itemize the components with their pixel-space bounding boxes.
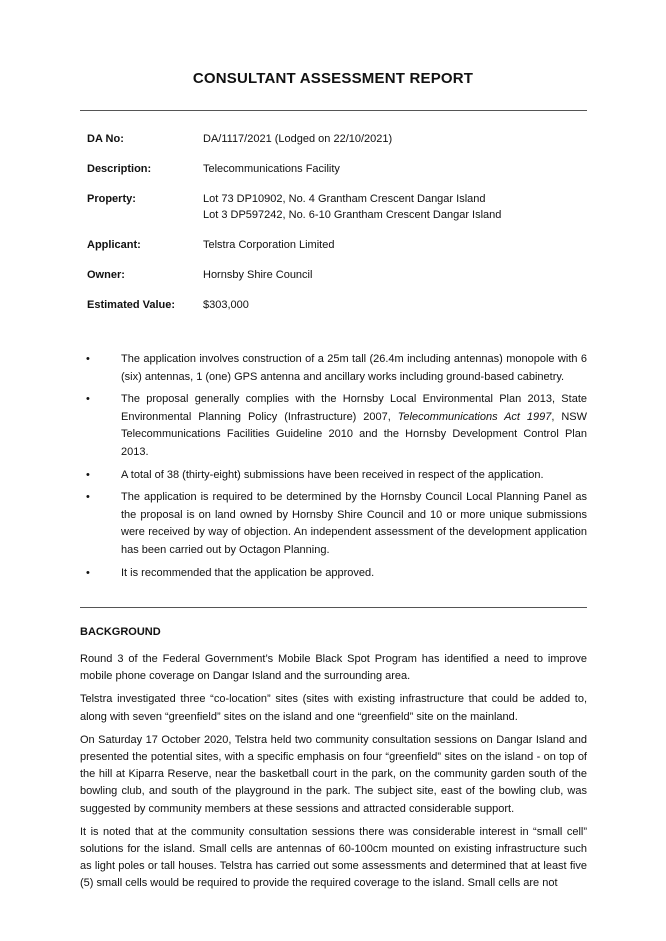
summary-item	[80, 351, 587, 386]
detail-row	[87, 297, 567, 313]
detail-value-line: Telstra Corporation Limited	[203, 239, 335, 251]
detail-row	[87, 267, 567, 283]
detail-label: DA No:	[87, 133, 124, 145]
detail-value	[203, 131, 567, 147]
background-paragraph: On Saturday 17 October 2020, Telstra held two community consultation sessions on Dangar Island and presented the potential sites, with a specific emphasis on four “greenfield” sites on the island - on top of the hill at Kiparra Reserve, near the basketball court in the park, on the community garden south of the bowling club, and south of the playground in the park. The subject site, east of the bowling club, was suggested by community members at these sessions and attracted considerable support.	[80, 733, 587, 815]
background-heading: BACKGROUND	[80, 626, 161, 638]
background-paragraph: Round 3 of the Federal Government’s Mobile Black Spot Program has identified a need to improve mobile phone coverage on Dangar Island and the surrounding area.	[80, 653, 587, 683]
summary-item	[80, 391, 587, 461]
top-divider	[80, 110, 587, 111]
detail-value-line: Telecommunications Facility	[203, 163, 340, 175]
detail-label: Property:	[87, 193, 136, 205]
detail-row	[87, 191, 567, 223]
detail-label: Applicant:	[87, 239, 141, 251]
detail-value-line: Lot 73 DP10902, No. 4 Grantham Crescent Dangar Island	[203, 193, 486, 205]
detail-value	[203, 267, 567, 283]
detail-label: Owner:	[87, 269, 125, 281]
summary-item-text: It is recommended that the application be approved.	[121, 566, 375, 579]
detail-value-line: Hornsby Shire Council	[203, 269, 313, 281]
bullet-icon: •	[86, 468, 90, 481]
summary-item-italic-text: Telecommunications Act 1997	[397, 410, 552, 423]
background-paragraph: Telstra investigated three “co-location” sites (sites with existing infrastructure that could be added to, along with seven “greenfield” sites on the island and one “greenfield” site on the mainland.	[80, 693, 587, 723]
detail-value	[203, 297, 567, 313]
summary-item-text: The application is required to be determined by the Hornsby Council Local Planning Panel as the proposal is on land owned by Hornsby Shire Council and 10 or more unique submissions were received by way of objection. An independent assessment of the development application has been carried out by Octagon Planning.	[121, 491, 587, 556]
application-details	[87, 131, 567, 327]
background-section	[80, 651, 587, 899]
detail-value-line: Lot 3 DP597242, No. 6-10 Grantham Crescent Dangar Island	[203, 209, 502, 221]
summary-item	[80, 565, 587, 583]
detail-label: Estimated Value:	[87, 299, 176, 311]
bullet-icon: •	[86, 353, 90, 365]
background-paragraph: It is noted that at the community consultation sessions there was considerable interest in “small cell” solutions for the island. Small cells are antennas of 60-100cm mounted on existing infrastructure such as light poles or tall houses. Telstra has carried out some assessments and determined that at least five (5) small cells would be required to provide the required coverage to the island. Small cells are not	[80, 825, 587, 890]
bullet-icon: •	[86, 566, 90, 579]
detail-row	[87, 131, 567, 147]
report-title: CONSULTANT ASSESSMENT REPORT	[192, 70, 474, 87]
summary-item-text: A total of 38 (thirty-eight) submissions have been received in respect of the application.	[121, 468, 544, 481]
summary-list	[80, 351, 587, 587]
detail-value-line: DA/1117/2021 (Lodged on 22/10/2021)	[203, 133, 393, 145]
summary-item	[80, 467, 587, 485]
summary-item	[80, 489, 587, 559]
detail-value	[203, 237, 567, 253]
summary-item-text: The application involves construction of a 25m tall (26.4m including antennas) monopole with 6 (six) antennas, 1 (one) GPS antenna and ancillary works including ground-based cabinetry.	[121, 353, 587, 383]
summary-item-text: , NSW Telecommunications Facilities Guideline 2010 and the Hornsby Development Control Plan 2013.	[121, 410, 587, 458]
detail-row	[87, 161, 567, 177]
detail-value-line: $303,000	[203, 299, 249, 311]
bullet-icon: •	[86, 491, 90, 504]
detail-label: Description:	[87, 163, 152, 175]
detail-value	[203, 161, 567, 177]
summary-item-text: The proposal generally complies with the Hornsby Local Environmental Plan 2013, State Environmental Planning Policy (Infrastructure) 2007,	[121, 393, 587, 423]
detail-value	[203, 191, 567, 223]
section-divider	[80, 607, 587, 608]
detail-row	[87, 237, 567, 253]
bullet-icon: •	[86, 393, 90, 406]
